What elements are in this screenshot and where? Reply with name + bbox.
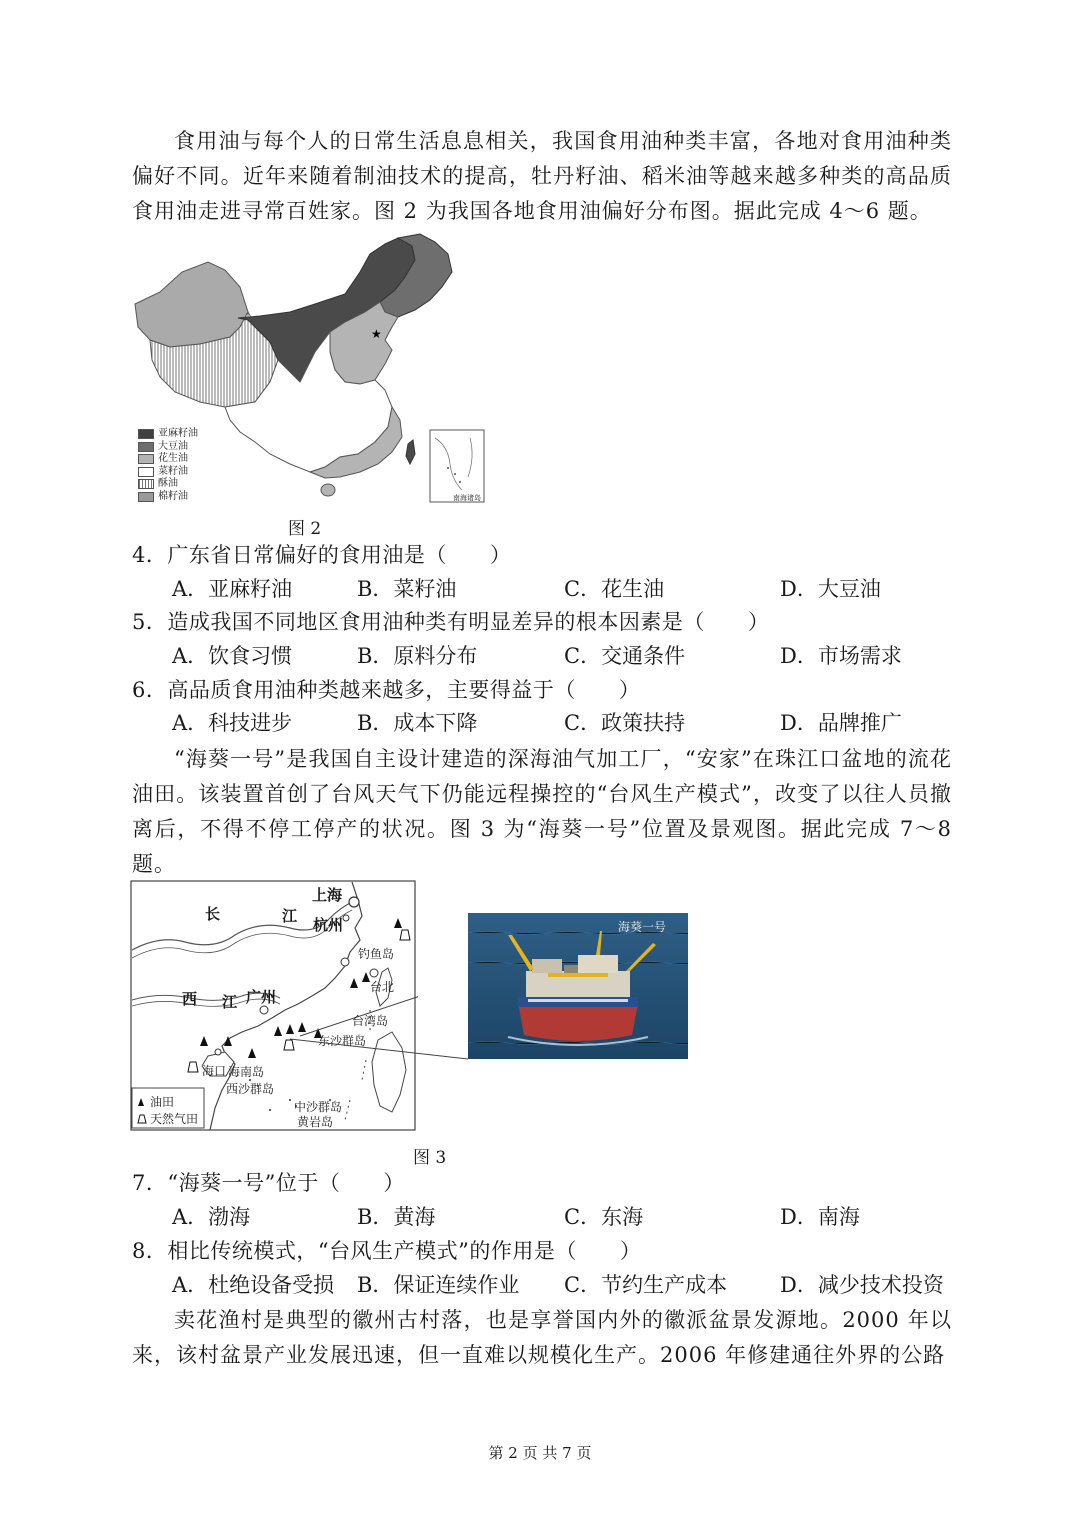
q4-option-d[interactable]: D．大豆油 [780,577,881,601]
intro-paragraph-1: 食用油与每个人的日常生活息息相关，我国食用油种类丰富，各地对食用油种类偏好不同。近年来随着制油技术的提高，牡丹籽油、稻米油等越来越多种类的高品质食用油走进寻常百姓家。图 2 为我国各地食用油偏好分布图。据此完成 4～6 题。 [132,129,952,223]
platform-hull [518,1003,638,1041]
q6-option-b[interactable]: B．成本下降 [357,711,478,735]
region-hainan [321,484,335,496]
label-hainan: 海南岛 [228,1065,265,1079]
label-diaoyu: 钓鱼岛 [358,947,395,961]
label-jiang: 江 [282,907,298,925]
photo-leader-line [290,1035,470,1065]
legend-label: 酥油 [158,478,178,489]
question-7-stem: 7．“海葵一号”位于（ ） [132,1171,405,1195]
q8-option-a[interactable]: A．杜绝设备受损 [172,1273,335,1297]
fuzhou-marker [341,958,349,966]
figure-3-caption: 图 3 [413,1148,447,1168]
q5-option-c[interactable]: C．交通条件 [564,644,686,668]
legend-label: 菜籽油 [158,465,188,477]
page-footer: 第 2 页 共 7 页 [488,1444,592,1462]
q5-option-a[interactable]: A．饮食习惯 [172,644,293,668]
label-xisha: 西沙群岛 [226,1082,275,1096]
label-xi: 西 [182,990,198,1008]
legend-swatch [138,454,154,464]
label-dongsha: 东沙群岛 [318,1034,367,1048]
q6-option-a[interactable]: A．科技进步 [172,711,293,735]
q8-option-b[interactable]: B．保证连续作业 [357,1273,520,1297]
shanghai-marker [349,897,359,907]
south-china-sea-inset [430,430,484,502]
legend-swatch [138,442,154,452]
question-5-stem: 5．造成我国不同地区食用油种类有明显差异的根本因素是（ ） [132,610,770,634]
question-6-stem: 6．高品质食用油种类越来越多，主要得益于（ ） [132,678,641,702]
legend-swatch [138,429,154,439]
photo-label: 海葵一号 [618,920,667,934]
q5-option-d[interactable]: D．市场需求 [780,644,902,668]
legend-swatch [138,479,154,489]
label-taibei: 台北 [370,980,395,994]
intro-paragraph-2: “海葵一号”是我国自主设计建造的深海油气加工厂，“安家”在珠江口盆地的流花油田。该装置首创了台风天气下仍能远程操控的“台风生产模式”，改变了以往人员撤离后，不得不停工停产的状况。图 3 为“海葵一号”位置及景观图。据此完成 7～8 题。 [132,747,952,876]
label-jiang2: 江 [222,993,238,1011]
q7-option-d[interactable]: D．南海 [780,1205,860,1229]
taibei-marker [370,969,378,977]
q5-option-b[interactable]: B．原料分布 [357,644,478,668]
label-hangzhou: 杭州 [313,916,344,934]
region-xinjiang [135,262,248,347]
q4-option-c[interactable]: C．花生油 [564,577,665,601]
label-huangyan: 黄岩岛 [297,1115,334,1129]
intro-paragraph-3: 卖花渔村是典型的徽州古村落，也是享誉国内外的徽派盆景发源地。2000 年以来，该村盆景产业发展迅速，但一直难以规模化生产。2006 年修建通往外界的公路 [132,1308,952,1367]
question-4-stem: 4．广东省日常偏好的食用油是（ ） [132,543,512,567]
q6-option-d[interactable]: D．品牌推广 [780,711,902,735]
q6-option-c[interactable]: C．政策扶持 [564,711,686,735]
legend-label: 亚麻籽油 [158,428,198,439]
legend-gas-field: 天然气田 [150,1112,199,1126]
hangzhou-marker [343,915,349,921]
q8-option-c[interactable]: C．节约生产成本 [564,1273,728,1297]
legend-label: 棉籽油 [158,490,188,502]
legend-oil-field: 油田 [150,1095,175,1109]
q8-option-d[interactable]: D．减少技术投资 [780,1273,944,1297]
capital-star-icon: ★ [371,327,382,341]
legend-label: 大豆油 [158,440,188,452]
label-chang: 长 [205,905,221,923]
region-taiwan [406,440,415,464]
legend-label: 花生油 [158,453,188,464]
q4-option-a[interactable]: A．亚麻籽油 [172,577,293,601]
guangzhou-marker [260,1006,268,1014]
label-taiwan: 台湾岛 [352,1014,389,1028]
label-zhongsha: 中沙群岛 [294,1100,343,1114]
inset-label: 南海诸岛 [453,494,481,502]
q4-option-b[interactable]: B．菜籽油 [357,577,457,601]
haikou-marker [215,1049,221,1055]
label-haikou: 海口 [202,1064,227,1078]
q7-option-c[interactable]: C．东海 [564,1205,644,1229]
q7-option-a[interactable]: A．渤海 [172,1205,251,1229]
legend-swatch [138,467,154,477]
label-shanghai: 上海 [312,886,343,904]
q7-option-b[interactable]: B．黄海 [357,1205,436,1229]
question-8-stem: 8．相比传统模式，“台风生产模式”的作用是（ ） [132,1239,642,1263]
legend-swatch [138,492,154,502]
label-guangzhou: 广州 [246,988,277,1006]
figure-2-caption: 图 2 [288,519,322,539]
